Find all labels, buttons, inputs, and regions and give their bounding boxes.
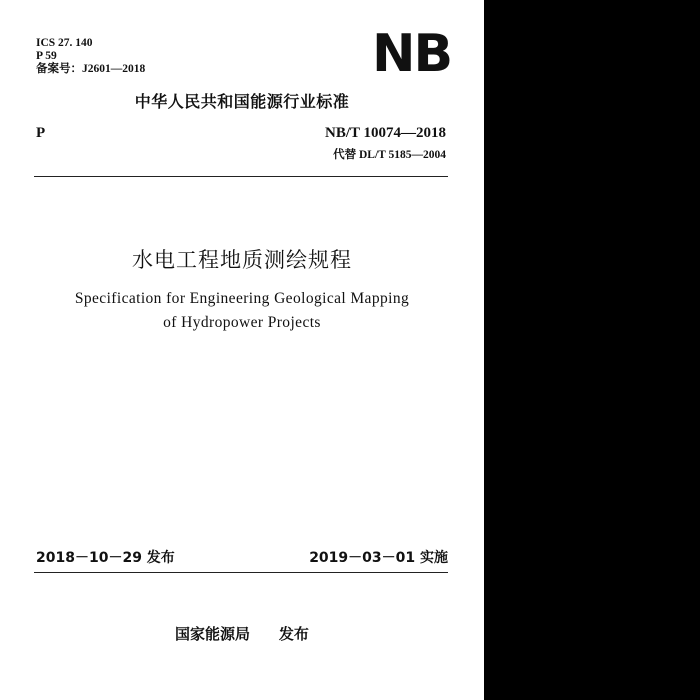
standard-category: 中华人民共和国能源行业标准 [134, 92, 350, 111]
filing-number: 备案号：J2601—2018 [36, 63, 146, 75]
ics-code: ICS 27. 140 [36, 37, 93, 49]
title-chinese: 水电工程地质测绘规程 [132, 248, 352, 272]
issue-date: 2018－10－29 发布 [36, 550, 175, 566]
title-english-line1: Specification for Engineering Geological Mapping [74, 290, 410, 307]
issuing-authority: 国家能源局 发布 [175, 625, 309, 643]
side-black-bar [484, 0, 700, 700]
p-code: P 59 [36, 50, 57, 62]
effective-date: 2019－03－01 实施 [309, 550, 448, 566]
standard-number: NB/T 10074—2018 [325, 125, 446, 141]
nb-logo: NB [372, 24, 452, 84]
bottom-divider [34, 572, 448, 573]
title-english-line2: of Hydropower Projects [163, 314, 321, 331]
replaces-standard: 代替 DL/T 5185—2004 [333, 149, 446, 161]
top-divider [34, 176, 448, 177]
classification-code: P [36, 125, 46, 141]
